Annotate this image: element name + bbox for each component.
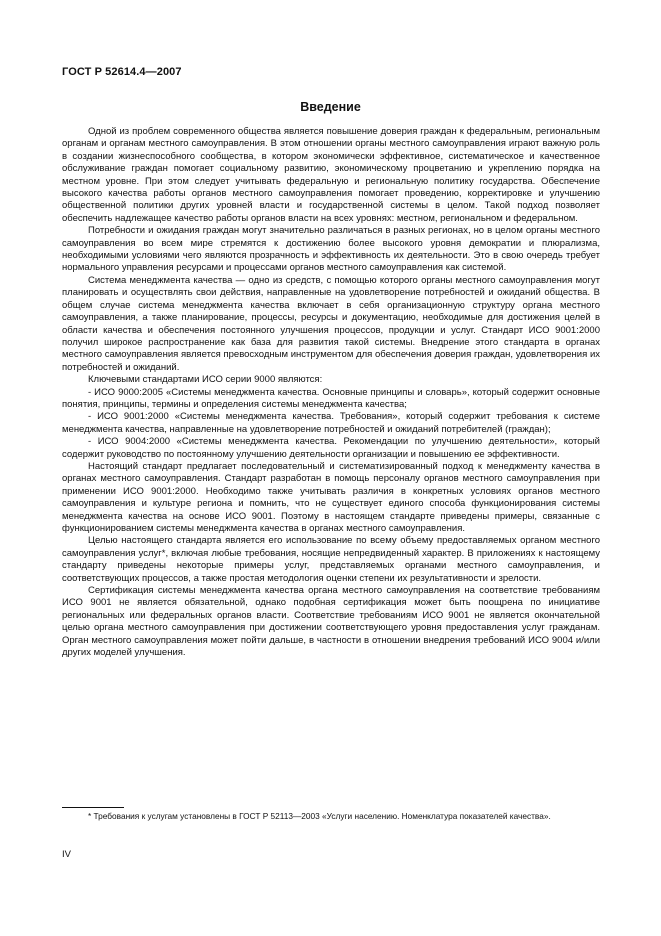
list-item: - ИСО 9004:2000 «Системы менеджмента качества. Рекомендации по улучшению деятельности», который содержит руководство по постоянному улучшению деятельности организации и повышению ее эффективности. xyxy=(62,436,600,460)
paragraph: Сертификация системы менеджмента качества органа местного самоуправления на соответствие требованиям ИСО 9001 не является обязательной, однако подобная сертификация может быть поощрена по инициативе региональных или федеральных органов власти. Соответствие требованиям ИСО 9001 не является окончательной целью органа местного самоуправления при достижении соответствующего уровня предоставления услуг гражданам. Орган местного самоуправления может пойти дальше, в частности в отношении внедрения требований ИСО 9004 и/или других моделей улучшения. xyxy=(62,585,600,659)
footnote xyxy=(62,811,600,822)
paragraph: Система менеджмента качества — одно из средств, с помощью которого органы местного самоуправления могут планировать и осуществлять свои действия, направленные на удовлетворение потребностей и ожиданий общества. В общем случае система менеджмента качества включает в себя организационную структуру органа местного самоуправления, а также планирование, процессы, ресурсы и документацию, необходимые для достижения целей в области качества и обеспечения постоянного улучшения процессов, продукции и услуг. Стандарт ИСО 9001:2000 получил широкое распространение как база для развития такой системы. Внедрение этого стандарта в органах местного самоуправления является превосходным инструментом для обеспечения доверия граждан, удовлетворения их потребностей и ожиданий. xyxy=(62,274,600,373)
paragraph: Настоящий стандарт предлагает последовательный и систематизированный подход к менеджменту качества в органах местного самоуправления. Стандарт разработан в помощь персоналу органов местного самоуправления при применении ИСО 9001:2000. Необходимо также учитывать различия в конкретных условиях органов местного самоуправления и культуре региона и помнить, что не существует единого способа функционирования системы менеджмента качества на основе ИСО 9001. Поэтому в настоящем стандарте приведены примеры, связанные с функционированием системы менеджмента качества в органах местного самоуправления. xyxy=(62,460,600,534)
page-number: IV xyxy=(62,849,71,860)
list-item: - ИСО 9001:2000 «Системы менеджмента качества. Требования», который содержит требования к системе менеджмента качества, направленные на удовлетворение потребностей и ожиданий потребителей (граждан); xyxy=(62,411,600,435)
paragraph: Потребности и ожидания граждан могут значительно различаться в разных регионах, но в целом органы местного самоуправления во всем мире стремятся к достижению более высокого уровня демократии и плюрализма, необходимыми условиями чего являются прозрачность и эффективность их деятельности. Это в свою очередь требует нормального управления ресурсами и процессами органов местного самоуправления как системой. xyxy=(62,225,600,274)
paragraph: Одной из проблем современного общества является повышение доверия граждан к федеральным, региональным органам и органам местного самоуправления. В этом отношении органы местного самоуправления играют важную роль в создании жизнеспособного сообщества, в котором экономически эффективное, систематическое и качественное обслуживание граждан помогает социальному развитию, экономическому процветанию и укреплению порядка на местном уровне. При этом следует учитывать федеральную и региональную политику государства. Обеспечение высокого качества работы органов местного самоуправления помогает проведению, корректировке и улучшению общественной политики других уровней власти и государственной системы в целом. Такой подход позволяет обеспечить надлежащее качество работы органов власти на всех уровнях: местном, региональном и федеральном. xyxy=(62,126,600,224)
section-title: Введение xyxy=(300,100,361,114)
list-item: - ИСО 9000:2005 «Системы менеджмента качества. Основные принципы и словарь», который содержит основные понятия, принципы, термины и определения системы менеджмента качества; xyxy=(62,386,600,410)
paragraph: Ключевыми стандартами ИСО серии 9000 являются: xyxy=(88,374,323,386)
footnote-text: * Требования к услугам установлены в ГОСТ Р 52113—2003 «Услуги населению. Номенклатура показателей качества». xyxy=(88,811,551,821)
body-text xyxy=(62,126,600,659)
document-header: ГОСТ Р 52614.4—2007 xyxy=(62,66,182,78)
paragraph: Целью настоящего стандарта является его использование по всему объему предоставляемых органом местного самоуправления услуг*, включая любые требования, носящие непредвиденный характер. В приложениях к настоящему стандарту приведены некоторые примеры услуг, представляемых органами местного самоуправления, и соответствующих процессов, а также простая методология оценки степени их результативности и зрелости. xyxy=(62,535,600,584)
footnote-divider xyxy=(62,807,124,808)
